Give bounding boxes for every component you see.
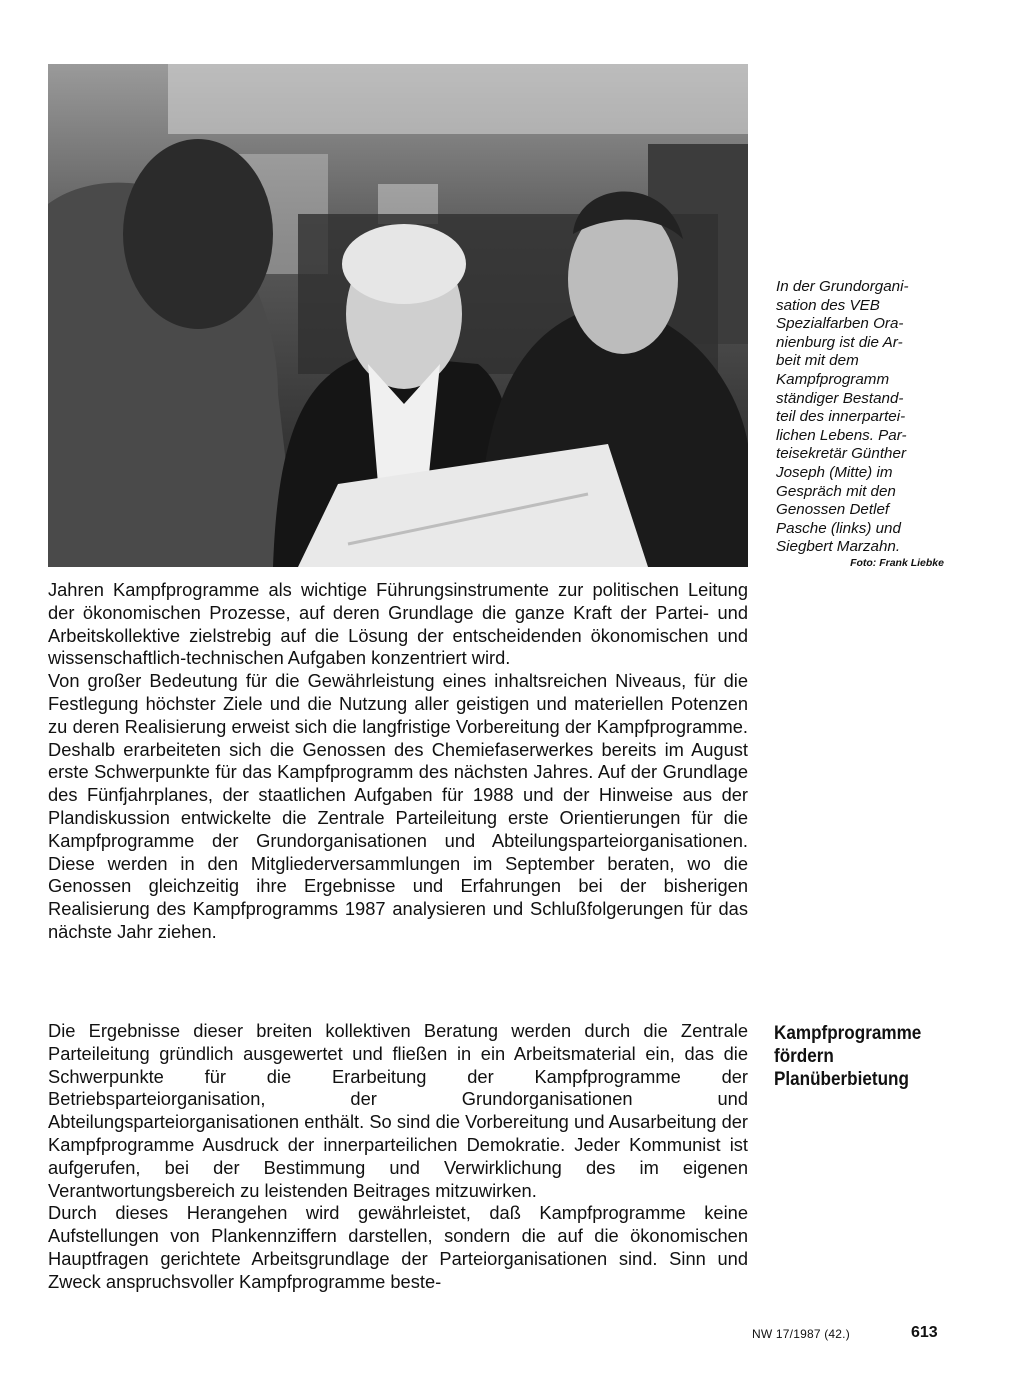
photo-credit: Foto: Frank Liebke [850,557,944,569]
caption-text: In der Grundorgani- sation des VEB Spezialfarben Ora- nienburg ist die Ar- beit mit dem Kampfprogramm ständiger Bestand- teil des innerpartei- lichen Lebens. Par- teisekretär Günther Joseph (Mitte) im Gespräch mit den Genossen Detlef Pasche (links) und Siegbert Marzahn. [776,278,909,556]
page-number: 613 [911,1324,938,1341]
article-paragraph: Die Ergebnisse dieser breiten kollektiven Beratung werden durch die Zentrale Parteileitung gründlich ausgewertet und fließen in ein Arbeitsmaterial ein, das die Schwerpunkte für die Erarbeitung der Kampfprogramme der Betriebsparteiorganisation, der Grundorganisationen und Abteilungsparteiorganisationen enthält. So sind die Vorbereitung und Ausarbeitung der Kampfprogramme Ausdruck der innerparteilichen Demokratie. Jeder Kommunist ist aufgerufen, bei der Bestimmung und Verwirklichung des im eigenen Verantwortungsbereich zu leistenden Beitrages mitzuwirken. [48,1020,748,1201]
article-body-top [48,579,748,944]
article-photo [48,64,748,567]
section-heading: Kampfprogramme fördern Planüberbietung [774,1023,922,1090]
issue-reference: NW 17/1987 (42.) [752,1327,850,1341]
article-paragraph: Von großer Bedeutung für die Gewährleistung eines inhaltsreichen Niveaus, für die Festlegung höchster Ziele und die Nutzung aller geistigen und materiellen Potenzen zu deren Realisierung erweist sich die langfristige Vorbereitung der Kampfprogramme. Deshalb erarbeiteten sich die Genossen des Chemiefaserwerkes bereits im August erste Schwerpunkte für das Kampfprogramm des nächsten Jahres. Auf der Grundlage des Fünfjahrplanes, der staatlichen Aufgaben für 1988 und der Hinweise aus der Plandiskussion entwickelte die Zentrale Parteileitung erste Orientierungen für die Kampfprogramme der Grundorganisationen und Abteilungsparteiorganisationen. Diese werden in den Mitgliederversammlungen im September beraten, wo die Genossen gleichzeitig ihre Ergebnisse und Erfahrungen bei der bisherigen Realisierung des Kampfprogramms 1987 analysieren und Schlußfolgerungen für das nächste Jahr ziehen. [48,670,748,942]
photo-caption [776,278,956,557]
article-paragraph: Durch dieses Herangehen wird gewährleistet, daß Kampfprogramme keine Aufstellungen von Plankennziffern darstellen, sondern die auf die ökonomischen Hauptfragen gerichtete Arbeitsgrundlage der Parteiorganisationen sind. Sinn und Zweck anspruchsvoller Kampfprogramme beste- [48,1202,748,1292]
photo-illustration [48,64,748,567]
article-body-bottom [48,1020,748,1294]
article-paragraph: Jahren Kampfprogramme als wichtige Führungsinstrumente zur politischen Leitung der ökonomischen Prozesse, auf deren Grundlage die ganze Kraft der Partei- und Arbeitskollektive zielstrebig auf die Lösung der entscheidenden ökonomischen und wissenschaftlich-technischen Aufgaben konzentriert wird. [48,579,748,669]
